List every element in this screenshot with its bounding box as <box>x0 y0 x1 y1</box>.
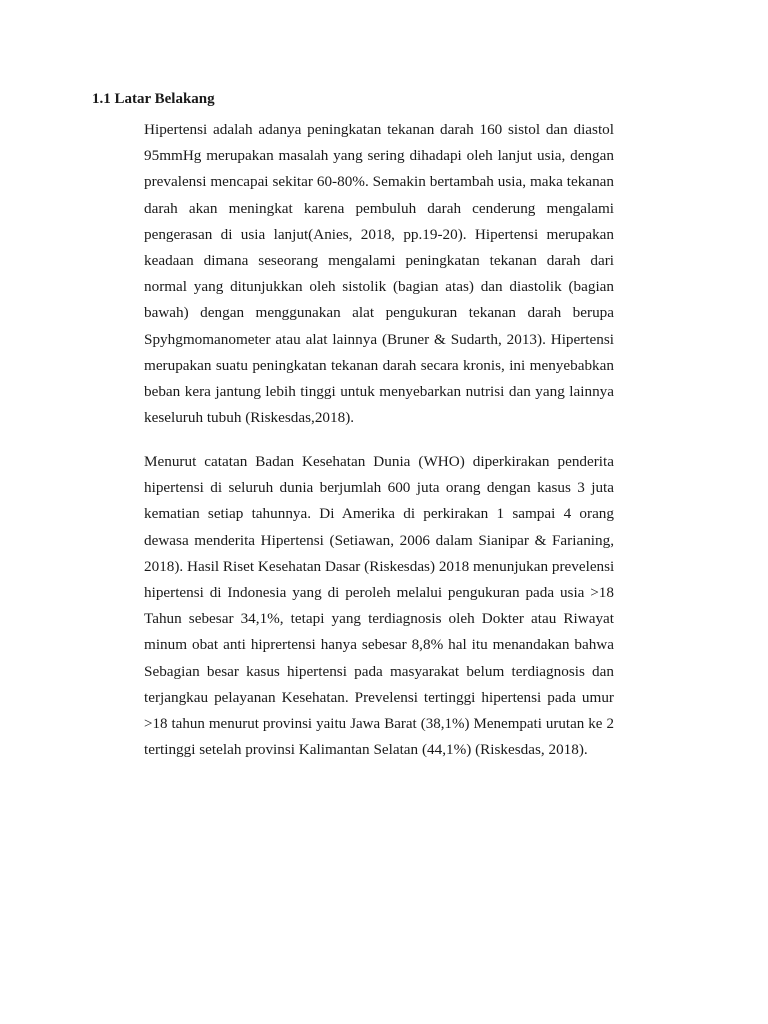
paragraph-line: normal yang ditunjukkan oleh sistolik (bagian atas) dan diastolik (bagian <box>144 278 614 296</box>
paragraph-line: tertinggi setelah provinsi Kalimantan Selatan (44,1%) (Riskesdas, 2018). <box>144 741 588 759</box>
paragraph-line: dewasa menderita Hipertensi (Setiawan, 2006 dalam Sianipar & Farianing, <box>144 531 614 549</box>
paragraph-line: merupakan suatu peningkatan tekanan darah secara kronis, ini menyebabkan <box>144 356 614 374</box>
paragraph-line: Spyhgmomanometer atau alat lainnya (Bruner & Sudarth, 2013). Hipertensi <box>144 330 614 348</box>
paragraph-line: Tahun sebesar 34,1%, tetapi yang terdiagnosis oleh Dokter atau Riwayat <box>144 610 614 628</box>
paragraph-line: Hipertensi adalah adanya peningkatan tekanan darah 160 sistol dan diastol <box>144 121 614 138</box>
paragraph-line: 2018). Hasil Riset Kesehatan Dasar (Riskesdas) 2018 menunjukan prevelensi <box>144 557 615 575</box>
paragraph-line: hipertensi di seluruh dunia berjumlah 600 juta orang dengan kasus 3 juta <box>144 479 614 497</box>
paragraph-line: pengerasan di usia lanjut(Anies, 2018, pp.19-20). Hipertensi merupakan <box>144 225 614 243</box>
paragraph-line: Sebagian besar kasus hipertensi pada masyarakat belum terdiagnosis dan <box>144 662 614 680</box>
paragraph-line: terjangkau pelayanan Kesehatan. Prevelensi tertinggi hipertensi pada umur <box>144 688 614 706</box>
paragraph-line: 95mmHg merupakan masalah yang sering dihadapi oleh lanjut usia, dengan <box>144 147 614 165</box>
paragraph-2 <box>144 449 614 763</box>
paragraph-line: hipertensi di Indonesia yang di peroleh melalui pengukuran pada usia >18 <box>144 583 614 601</box>
paragraph-line: keseluruh tubuh (Riskesdas,2018). <box>144 409 355 427</box>
paragraph-line: >18 tahun menurut provinsi yaitu Jawa Barat (38,1%) Menempati urutan ke 2 <box>144 715 614 732</box>
paragraph-1 <box>144 117 614 431</box>
paragraph-line: bawah) dengan menggunakan alat pengukuran tekanan darah berupa <box>144 304 614 322</box>
section-heading: 1.1 Latar Belakang <box>92 91 215 107</box>
paragraph-line: minum obat anti hiprertensi hanya sebesar 8,8% hal itu menandakan bahwa <box>144 636 614 654</box>
paragraph-line: Menurut catatan Badan Kesehatan Dunia (WHO) diperkirakan penderita <box>144 453 614 470</box>
paragraph-line: kematian setiap tahunnya. Di Amerika di perkirakan 1 sampai 4 orang <box>144 505 614 523</box>
paragraph-line: prevalensi mencapai sekitar 60-80%. Semakin bertambah usia, maka tekanan <box>144 173 614 191</box>
paragraph-line: beban kera jantung lebih tinggi untuk menyebarkan nutrisi dan yang lainnya <box>144 382 614 400</box>
paragraph-line: keadaan dimana seseorang mengalami peningkatan tekanan darah dari <box>144 251 614 269</box>
paragraph-line: darah akan meningkat karena pembuluh darah cenderung mengalami <box>144 199 614 217</box>
